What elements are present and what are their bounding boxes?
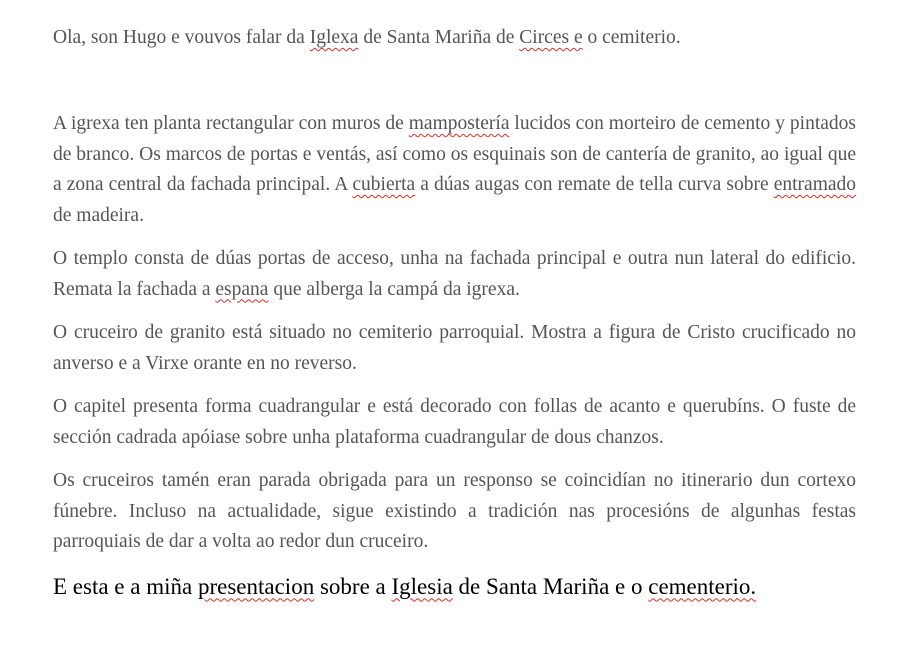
para2-text-1: O templo consta de dúas portas de acceso, unha na fachada principal e outra nun lateral do edificio. Remata la fachada a [53, 248, 856, 300]
misspelled-word[interactable]: espana [215, 278, 269, 300]
para1-text-3: a dúas augas con remate de tella curva sobre [415, 174, 774, 195]
paragraph-spacing [53, 305, 856, 318]
empty-line [53, 54, 856, 109]
intro-paragraph [53, 23, 856, 54]
misspelled-word[interactable]: cementerio. [648, 573, 757, 599]
misspelled-word[interactable]: cubierta [352, 174, 416, 195]
para1-text-1: A igrexa ten planta rectangular con muros de [53, 113, 409, 134]
misspelled-word[interactable]: Iglesia [391, 573, 453, 599]
closing-paragraph [53, 571, 856, 603]
para1-text-4: de madeira. [53, 204, 144, 226]
paragraph-capitel: O capitel presenta forma cuadrangular e está decorado con follas de acanto e querubíns. O fuste de sección cadrada apóiase sobre unha plataforma cuadrangular de dous chanzos. [53, 396, 856, 448]
intro-text-2: de Santa Mariña de [358, 27, 520, 48]
closing-text-3: de Santa Mariña e o [452, 573, 649, 599]
paragraph-spacing [53, 231, 856, 244]
misspelled-word[interactable]: entramado [773, 174, 857, 195]
misspelled-word[interactable]: Iglexa [309, 27, 359, 48]
intro-text-1: Ola, son Hugo e vouvos falar da [53, 27, 310, 48]
document-body [53, 23, 856, 603]
paragraph-spacing [53, 558, 856, 571]
paragraph-spacing [53, 379, 856, 392]
misspelled-word[interactable]: presentacion [197, 573, 315, 599]
closing-text-1: E esta e a miña [53, 573, 198, 599]
misspelled-word[interactable]: Circes e [519, 27, 583, 48]
intro-text-3: o cemiterio. [582, 27, 681, 48]
paragraph-cruceiro: O cruceiro de granito está situado no cemiterio parroquial. Mostra a figura de Cristo crucificado no anverso e a Virxe orante en no reverso. [53, 322, 856, 374]
misspelled-word[interactable]: mampostería [408, 113, 510, 134]
paragraph-church-description [53, 109, 856, 231]
closing-text-2: sobre a [314, 573, 392, 599]
paragraph-spacing [53, 453, 856, 466]
paragraph-cruceiros-tradition: Os cruceiros tamén eran parada obrigada para un responso se coincidían no itinerario dun cortexo fúnebre. Incluso na actualidade, sigue existindo a tradición nas procesións de algunhas festas parroquiais de dar a volta ao redor dun cruceiro. [53, 470, 856, 552]
para1-text-2: lucidos con morteiro de cemento y pintados de branco. Os marcos de portas e ventás, así como os esquinais son de cantería de granito, ao igual que a zona central da fachada principal. A [53, 113, 856, 195]
para2-text-2: que alberga la campá da igrexa. [268, 278, 520, 300]
paragraph-temple-doors [53, 244, 856, 305]
